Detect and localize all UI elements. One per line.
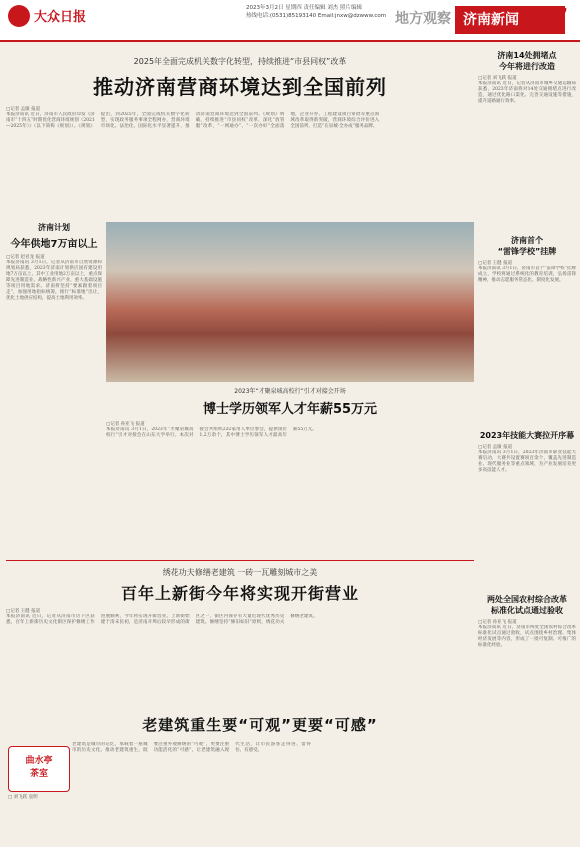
sidebar-item4-body: 本报济南讯 近日，济南市两处全国农村综合改革标准化试点通过验收，试点围绕乡村治理、集体经济发展等内容，形成了一批可复制、可推广的标准化经验。 bbox=[478, 625, 576, 648]
sidebar-item1-body: 本报济南讯 近日，记者从济南市城乡交通运输局获悉，2023年济南将对14处交通拥堵点进行改造，通过优化路口渠化、完善交通设施等措施，提升道路通行效率。 bbox=[478, 81, 576, 104]
photo-byline: □记者 孙亚飞 报道 bbox=[106, 422, 145, 427]
masthead-line-1: 2023年3月2日 星期四 责任编辑 刘杰 照片编辑 bbox=[246, 5, 362, 11]
sidebar-item3-title: 2023年技能大赛拉开序幕 bbox=[479, 431, 575, 440]
sidebar-item2-title-1: 济南首个 bbox=[511, 236, 543, 245]
sidebar-item1-title-1: 济南14处拥堵点 bbox=[497, 51, 557, 60]
photo-caption-kicker: 2023年“才聚泉城高校行”引才对接会开场 bbox=[234, 388, 346, 395]
lead-headline: 推动济南营商环境达到全国前列 bbox=[93, 75, 387, 99]
sidebar-item4-title-2: 标准化试点通过验收 bbox=[491, 606, 563, 615]
column-article bbox=[6, 714, 474, 735]
masthead-info bbox=[246, 4, 386, 20]
street-kicker: 绣花功夫修缮老建筑 一砖一瓦雕刻城市之美 bbox=[162, 568, 318, 577]
street-byline: □记者 王健 报道 bbox=[6, 609, 41, 614]
sidebar-item3-byline: □记者 孟敏 报道 bbox=[478, 445, 513, 450]
plan-title: 济南计划 bbox=[38, 223, 70, 232]
photo-article bbox=[106, 386, 474, 567]
sidebar-item4-byline: □记者 孙亚飞 报道 bbox=[478, 620, 517, 625]
plan-body: 本报济南讯 3月1日，记者从济南市自然资源和规划局获悉，2023年济南计划供应国有建设用地7万亩以上，其中工业用地2万亩以上，重点保障先进制造业、战略性新兴产业、重大基础设施等项目用地需求。济南将坚持“要素跟着项目走”，加强用地指标统筹，推行“标准地”出让，优化土地供应结构，提高土地利用效率。 bbox=[6, 260, 102, 301]
column-title-line1: 曲水亭 bbox=[25, 756, 53, 766]
lead-byline: □记者 孟敏 报道 bbox=[6, 107, 41, 112]
photo-body: 本报济南讯 3月1日，2023年“才聚泉城高校行”引才对接会在山东大学举行。本次对接会共组织232家用人单位参会，提供岗位1.2万余个，其中博士学历领军人才最高年薪55万元。 bbox=[106, 427, 317, 438]
sidebar-item2-byline: □记者 王健 报道 bbox=[478, 261, 513, 266]
street-body: 本报济南讯 近日，记者从济南市历下区获悉，百年上新街历史文化街区保护修缮工作进展顺利，今年将实现开街营业。上新街始建于清末民初，是济南开埠后较早形成的街区之一，街区内保存有大量近现代优秀历史建筑。修缮坚持“修旧如旧”原则，绣花功夫修缮老建筑。 bbox=[6, 614, 318, 625]
plan-subtitle: 今年供地7万亩以上 bbox=[10, 239, 98, 250]
section-divider bbox=[6, 560, 474, 561]
column-badge bbox=[8, 746, 70, 792]
photo-headline: 博士学历领军人才年薪55万元 bbox=[202, 402, 378, 417]
main-content bbox=[6, 44, 474, 208]
sidebar-item4-title-1: 两处全国农村综合改革 bbox=[487, 595, 567, 604]
lead-kicker: 2025年全面完成机关数字化转型，持续推进“市县同权”改革 bbox=[133, 57, 347, 66]
page-tag: 地方观察 bbox=[395, 11, 451, 27]
plan-article bbox=[6, 222, 102, 560]
page-number: 7 bbox=[554, 4, 568, 28]
sidebar-item1-title-2: 今年将进行改造 bbox=[499, 62, 555, 71]
sidebar-item2-body: 本报济南讯 3月1日，济南市首个“雷锋学校”挂牌成立，学校将通过系统化的教育培训，弘扬雷锋精神，推动志愿服务常态化、制度化发展。 bbox=[478, 266, 576, 283]
column-byline: □ 刘飞跃 袁明 bbox=[8, 795, 38, 800]
column-title-line2: 茶室 bbox=[29, 769, 48, 779]
masthead bbox=[0, 0, 580, 42]
section-banner: 济南新闻 bbox=[455, 6, 565, 34]
column-body: 老建筑是城市的记忆，承载着一座城市的历史文化。推动老建筑重生，既要注重外观修缮的“可观”，更要注重功能活化的“可感”，让老建筑融入现代生活，让市民游客走得进、留得住、有感受。 bbox=[72, 742, 311, 753]
masthead-line-2: 热线电话:(0531)85193140 Email:jnxw@dzwww.com bbox=[246, 13, 387, 19]
lead-body: 本报济南讯 近日，济南市人民政府印发《济南市“十四五”时期优化营商环境规划（2021—2025年）》（以下简称《规划》）。《规划》提出，到2025年，全面完成机关数字化转型，实现政务服务事项全程网办，营商环境市场化、法治化、国际化水平显著提升，推动济南营商环境达到全国前列。《规划》明确，持续推进“市县同权”改革，深化“放管服”改革，“一网通办”、“一次办好”全面落地，企业开办、工程建设项目审批等重点领域改革取得新突破，营商环境综合评价进入全国前列，打造“在泉城·全办成”服务品牌。 bbox=[6, 112, 380, 129]
plan-byline: □记者 赵君龙 报道 bbox=[6, 255, 45, 260]
sidebar bbox=[478, 44, 576, 755]
newspaper-name: 大众日报 bbox=[34, 10, 87, 25]
sidebar-item2-title-2: “雷锋学校”挂牌 bbox=[497, 247, 557, 256]
sidebar-item1-byline: □记者 刘飞跃 报道 bbox=[478, 76, 517, 81]
newspaper-logo-icon bbox=[8, 5, 30, 27]
sidebar-item3-body: 本报济南讯 3月1日，2023年济南市职业技能大赛启动，大赛共设置赛项百余个，覆盖先进制造业、现代服务业等重点领域，为产业发展培育更多高技能人才。 bbox=[478, 450, 576, 473]
street-article bbox=[6, 560, 474, 714]
column-headline: 老建筑重生要“可观”更要“可感” bbox=[142, 716, 378, 734]
job-fair-photo bbox=[106, 222, 474, 382]
street-headline: 百年上新街今年将实现开街营业 bbox=[120, 584, 359, 603]
